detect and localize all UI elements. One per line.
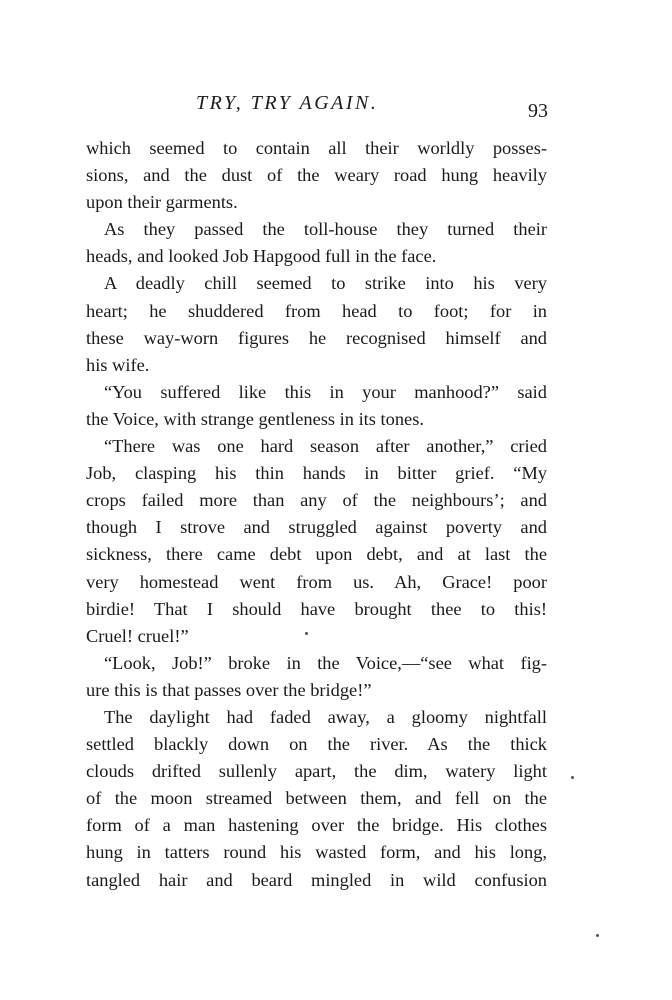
text-line: clouds drifted sullenly apart, the dim, watery light (86, 761, 547, 782)
text-line: crops failed more than any of the neighbours’; and (86, 490, 547, 511)
text-line: these way-worn figures he recognised himself and (86, 327, 547, 348)
text-line: “Look, Job!” broke in the Voice,—“see what fig- (104, 652, 547, 673)
text-line: hung in tatters round his wasted form, and his long, (86, 842, 547, 863)
text-line: sions, and the dust of the weary road hung heavily (86, 165, 547, 186)
text-line: heart; he shuddered from head to foot; for in (86, 300, 547, 321)
text-line: The daylight had faded away, a gloomy nightfall (104, 706, 547, 727)
text-line: heads, and looked Job Hapgood full in the face. (86, 246, 437, 267)
text-line: ure this is that passes over the bridge!” (86, 679, 372, 700)
text-line: Cruel! cruel!” (86, 625, 189, 646)
page-number: 93 (528, 100, 548, 122)
text-line: A deadly chill seemed to strike into his very (104, 273, 547, 294)
scan-speck (596, 934, 599, 937)
text-line: “You suffered like this in your manhood?” said (104, 381, 547, 402)
text-line: the Voice, with strange gentleness in its tones. (86, 408, 424, 429)
scan-speck (305, 632, 308, 635)
text-line: upon their garments. (86, 192, 238, 213)
text-line: Job, clasping his thin hands in bitter grief. “My (86, 463, 547, 484)
text-line: his wife. (86, 354, 150, 375)
body-text (86, 135, 547, 894)
running-title: TRY, TRY AGAIN. (196, 92, 379, 114)
scan-speck (571, 776, 574, 779)
text-line: settled blackly down on the river. As the thick (86, 734, 547, 755)
text-line: very homestead went from us. Ah, Grace! poor (86, 571, 547, 592)
text-line: “There was one hard season after another,” cried (104, 436, 547, 457)
running-head (0, 92, 672, 122)
text-line: form of a man hastening over the bridge. His clothes (86, 815, 547, 836)
text-line: tangled hair and beard mingled in wild confusion (86, 869, 547, 890)
text-line: birdie! That I should have brought thee to this! (86, 598, 547, 619)
text-line: sickness, there came debt upon debt, and at last the (86, 544, 547, 565)
text-line: which seemed to contain all their worldly posses- (86, 138, 547, 158)
text-line: As they passed the toll-house they turned their (104, 219, 547, 240)
text-line: though I strove and struggled against poverty and (86, 517, 547, 538)
text-line: of the moon streamed between them, and fell on the (86, 788, 547, 809)
